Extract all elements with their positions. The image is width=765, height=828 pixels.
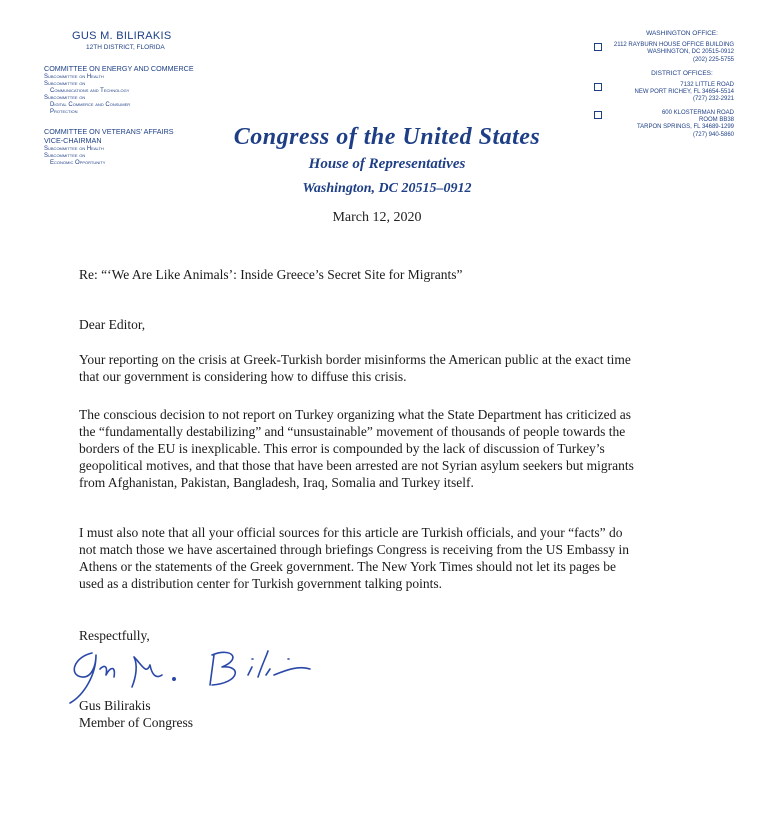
address-line: ROOM BB38 (698, 117, 734, 124)
committee-line: Subcommittee on Health (44, 73, 104, 80)
committee-line: Subcommittee on (44, 94, 86, 101)
body-paragraph: Your reporting on the crisis at Greek-Turkish border misinforms the American public at the exact time that our government is considering how to diffuse this crisis. (79, 352, 631, 384)
committee-line: Economic Opportunity (50, 159, 106, 166)
committee-line: Subcommittee on (44, 152, 86, 159)
member-district: 12TH DISTRICT, FLORIDA (86, 44, 165, 51)
body-paragraph: The conscious decision to not report on Turkey organizing what the State Department has criticized as the “fundamentally destabilizing” and “unsustainable” movement of thousands of people towards the borders of the EU is inexplicable. This error is compounded by the lack of discussion of Turkey’s geopolitical motives, and that those that have been arrested are not Syrian asylum seekers but migrants from Afghanistan, Pakistan, Bangladesh, Iraq, Somalia and Turkey itself. (79, 407, 634, 490)
signer-name: Gus Bilirakis (79, 698, 151, 713)
member-name: GUS M. BILIRAKIS (72, 30, 172, 42)
house-title: House of Representatives (308, 156, 466, 172)
address-line: (727) 940-5860 (692, 131, 734, 138)
office-checkbox[interactable] (594, 43, 602, 51)
address-line: 600 KLOSTERMAN ROAD (661, 109, 734, 116)
committee-energy: COMMITTEE ON ENERGY AND COMMERCE (44, 64, 194, 73)
signer-title: Member of Congress (79, 715, 193, 730)
letterhead-left (44, 30, 264, 167)
salutation: Dear Editor, (79, 317, 146, 332)
letterhead-right (590, 30, 760, 139)
committee-line: VICE-CHAIRMAN (44, 136, 102, 145)
district-offices-heading: DISTRICT OFFICES: (651, 69, 713, 77)
closing: Respectfully, (79, 628, 150, 643)
address-line: (727) 232-2921 (692, 96, 734, 103)
address-line: (202) 225-5755 (692, 56, 734, 63)
washington-office-heading: WASHINGTON OFFICE: (646, 30, 718, 37)
letter-date: March 12, 2020 (332, 210, 422, 225)
committee-line: Subcommittee on (44, 80, 86, 87)
address-line: 2112 RAYBURN HOUSE OFFICE BUILDING (613, 42, 734, 48)
committee-line: Subcommittee on Health (44, 145, 104, 152)
address-line: WASHINGTON, DC 20515-0912 (647, 49, 734, 56)
committee-line: Digital Commerce and Consumer (50, 101, 131, 108)
congress-title: Congress of the United States (233, 124, 541, 150)
address-line: 7132 LITTLE ROAD (680, 81, 734, 88)
re-line: Re: “‘We Are Like Animals’: Inside Greece’s Secret Site for Migrants” (79, 267, 463, 282)
committee-line: Communications and Technology (50, 87, 130, 94)
address-line: TARPON SPRINGS, FL 34689-1299 (636, 124, 734, 131)
district-office-1 (590, 82, 760, 104)
address-line: NEW PORT RICHEY, FL 34654-5514 (634, 89, 734, 96)
washington-title: Washington, DC 20515–0912 (302, 181, 472, 196)
washington-office-address (590, 42, 760, 64)
committee-line: Protection (50, 108, 78, 115)
district-office-2 (590, 110, 760, 139)
office-checkbox[interactable] (594, 111, 602, 119)
body-paragraph: I must also note that all your official sources for this article are Turkish officials, and your “facts” do not match those we have ascertained through briefings Congress is receiving from the US Embassy in Athens or the statements of the Greek government. The New York Times should not let its pages be used as a distribution center for Turkish government talking points. (79, 525, 629, 591)
committee-veterans: COMMITTEE ON VETERANS' AFFAIRS (44, 126, 174, 136)
office-checkbox[interactable] (594, 83, 602, 91)
